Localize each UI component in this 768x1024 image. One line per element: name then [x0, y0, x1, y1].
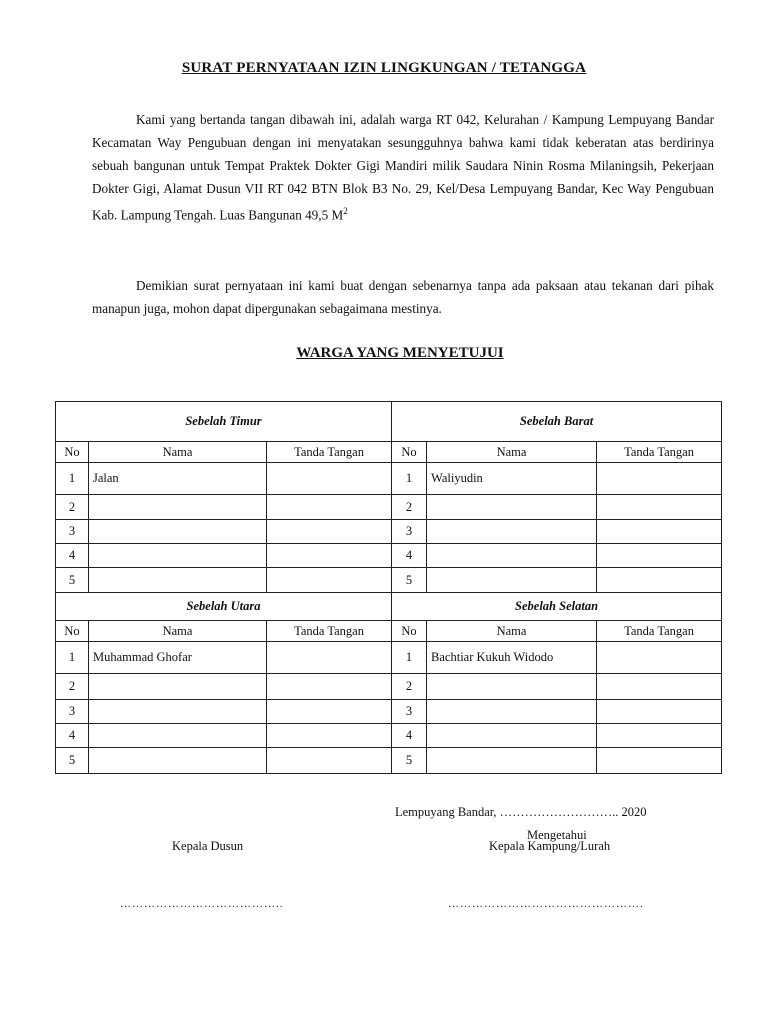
signature-cell: [267, 674, 392, 700]
name-cell: [89, 724, 267, 748]
section-header-row: [56, 402, 722, 442]
table-row: [56, 463, 722, 495]
col-header-no: No: [56, 442, 89, 463]
col-header-no: No: [392, 621, 427, 642]
row-number: 5: [56, 748, 89, 774]
paragraph-closing-text: Demikian surat pernyataan ini kami buat dengan sebenarnya tanpa ada paksaan atau tekanan dari pihak manapun juga, mohon dapat dipergunakan sebagaimana mestinya.: [92, 278, 714, 316]
col-header-nama: Nama: [89, 442, 267, 463]
signature-cell: [267, 463, 392, 495]
document-title: SURAT PERNYATAAN IZIN LINGKUNGAN / TETANGGA: [181, 60, 587, 76]
name-cell: Muhammad Ghofar: [89, 642, 267, 674]
kepala-kampung-label: Kepala Kampung/Lurah: [489, 839, 611, 853]
table-row: [56, 724, 722, 748]
signature-cell: [597, 748, 722, 774]
col-header-nama: Nama: [427, 442, 597, 463]
name-cell: [427, 495, 597, 520]
name-cell: [89, 520, 267, 544]
row-number: 3: [392, 700, 427, 724]
row-number: 5: [392, 568, 427, 593]
section-title-south: Sebelah Selatan: [392, 593, 722, 621]
name-cell: [427, 568, 597, 593]
row-number: 2: [392, 674, 427, 700]
table-row: [56, 700, 722, 724]
table-row: [56, 674, 722, 700]
signature-cell: [597, 520, 722, 544]
signature-cell: [267, 724, 392, 748]
row-number: 3: [56, 700, 89, 724]
name-cell: [427, 544, 597, 568]
row-number: 4: [56, 724, 89, 748]
row-number: 4: [392, 724, 427, 748]
signature-cell: [597, 642, 722, 674]
col-header-tanda-tangan: Tanda Tangan: [597, 442, 722, 463]
row-number: 3: [56, 520, 89, 544]
signature-cell: [597, 700, 722, 724]
row-number: 2: [56, 495, 89, 520]
paragraph-statement: [92, 108, 714, 226]
table-row: [56, 748, 722, 774]
signature-cell: [267, 568, 392, 593]
kepala-dusun-label: Kepala Dusun: [172, 839, 244, 853]
row-number: 1: [392, 642, 427, 674]
col-header-no: No: [392, 442, 427, 463]
name-cell: [89, 674, 267, 700]
signature-cell: [267, 495, 392, 520]
signature-cell: [597, 463, 722, 495]
name-cell: Bachtiar Kukuh Widodo: [427, 642, 597, 674]
signature-cell: [597, 568, 722, 593]
col-header-tanda-tangan: Tanda Tangan: [597, 621, 722, 642]
signature-cell: [267, 700, 392, 724]
table-row: [56, 495, 722, 520]
row-number: 4: [56, 544, 89, 568]
row-number: 1: [392, 463, 427, 495]
place-date: Lempuyang Bandar, ……………………….. 2020: [395, 805, 647, 819]
row-number: 3: [392, 520, 427, 544]
section-title-west: Sebelah Barat: [392, 402, 722, 442]
signature-line-kepala-kampung: ………………………………………….: [448, 898, 644, 910]
name-cell: Waliyudin: [427, 463, 597, 495]
paragraph-statement-text: Kami yang bertanda tangan dibawah ini, adalah warga RT 042, Kelurahan / Kampung Lempuyang Bandar Kecamatan Way Pengubuan dengan ini menyatakan sesungguhnya bahwa kami tidak keberatan atas berdirinya sebuah bangunan untuk Tempat Praktek Dokter Gigi Mandiri milik Saudara Ninin Rosma Milaningsih, Pekerjaan Dokter Gigi, Alamat Dusun VII RT 042 BTN Blok B3 No. 29, Kel/Desa Lempuyang Bandar, Kec Way Pengubuan Kab. Lampung Tengah. Luas Bangunan 49,5 M: [92, 112, 714, 223]
row-number: 5: [56, 568, 89, 593]
column-header-row: [56, 442, 722, 463]
name-cell: [427, 724, 597, 748]
name-cell: [427, 748, 597, 774]
section-title-east: Sebelah Timur: [56, 402, 392, 442]
signature-cell: [267, 544, 392, 568]
signature-cell: [267, 520, 392, 544]
signature-cell: [597, 544, 722, 568]
table-row: [56, 544, 722, 568]
section-title-north: Sebelah Utara: [56, 593, 392, 621]
name-cell: [89, 748, 267, 774]
section-header-row: [56, 593, 722, 621]
col-header-nama: Nama: [89, 621, 267, 642]
name-cell: [427, 520, 597, 544]
col-header-tanda-tangan: Tanda Tangan: [267, 442, 392, 463]
signature-line-kepala-dusun: …………………………………..: [120, 898, 284, 910]
paragraph-closing: [92, 274, 714, 320]
approval-table: [55, 401, 722, 774]
name-cell: [89, 495, 267, 520]
row-number: 1: [56, 463, 89, 495]
mengetahui-label: Mengetahui: [527, 828, 587, 842]
col-header-no: No: [56, 621, 89, 642]
section-subtitle: WARGA YANG MENYETUJUI: [296, 345, 504, 361]
row-number: 2: [56, 674, 89, 700]
name-cell: [89, 700, 267, 724]
table-row: [56, 642, 722, 674]
signature-cell: [267, 748, 392, 774]
name-cell: [89, 544, 267, 568]
row-number: 2: [392, 495, 427, 520]
name-cell: [89, 568, 267, 593]
row-number: 1: [56, 642, 89, 674]
col-header-nama: Nama: [427, 621, 597, 642]
column-header-row: [56, 621, 722, 642]
row-number: 4: [392, 544, 427, 568]
table-row: [56, 568, 722, 593]
name-cell: Jalan: [89, 463, 267, 495]
row-number: 5: [392, 748, 427, 774]
superscript-two: 2: [343, 206, 348, 216]
table-row: [56, 520, 722, 544]
signature-cell: [267, 642, 392, 674]
name-cell: [427, 674, 597, 700]
signature-cell: [597, 674, 722, 700]
col-header-tanda-tangan: Tanda Tangan: [267, 621, 392, 642]
signature-cell: [597, 495, 722, 520]
signature-cell: [597, 724, 722, 748]
name-cell: [427, 700, 597, 724]
